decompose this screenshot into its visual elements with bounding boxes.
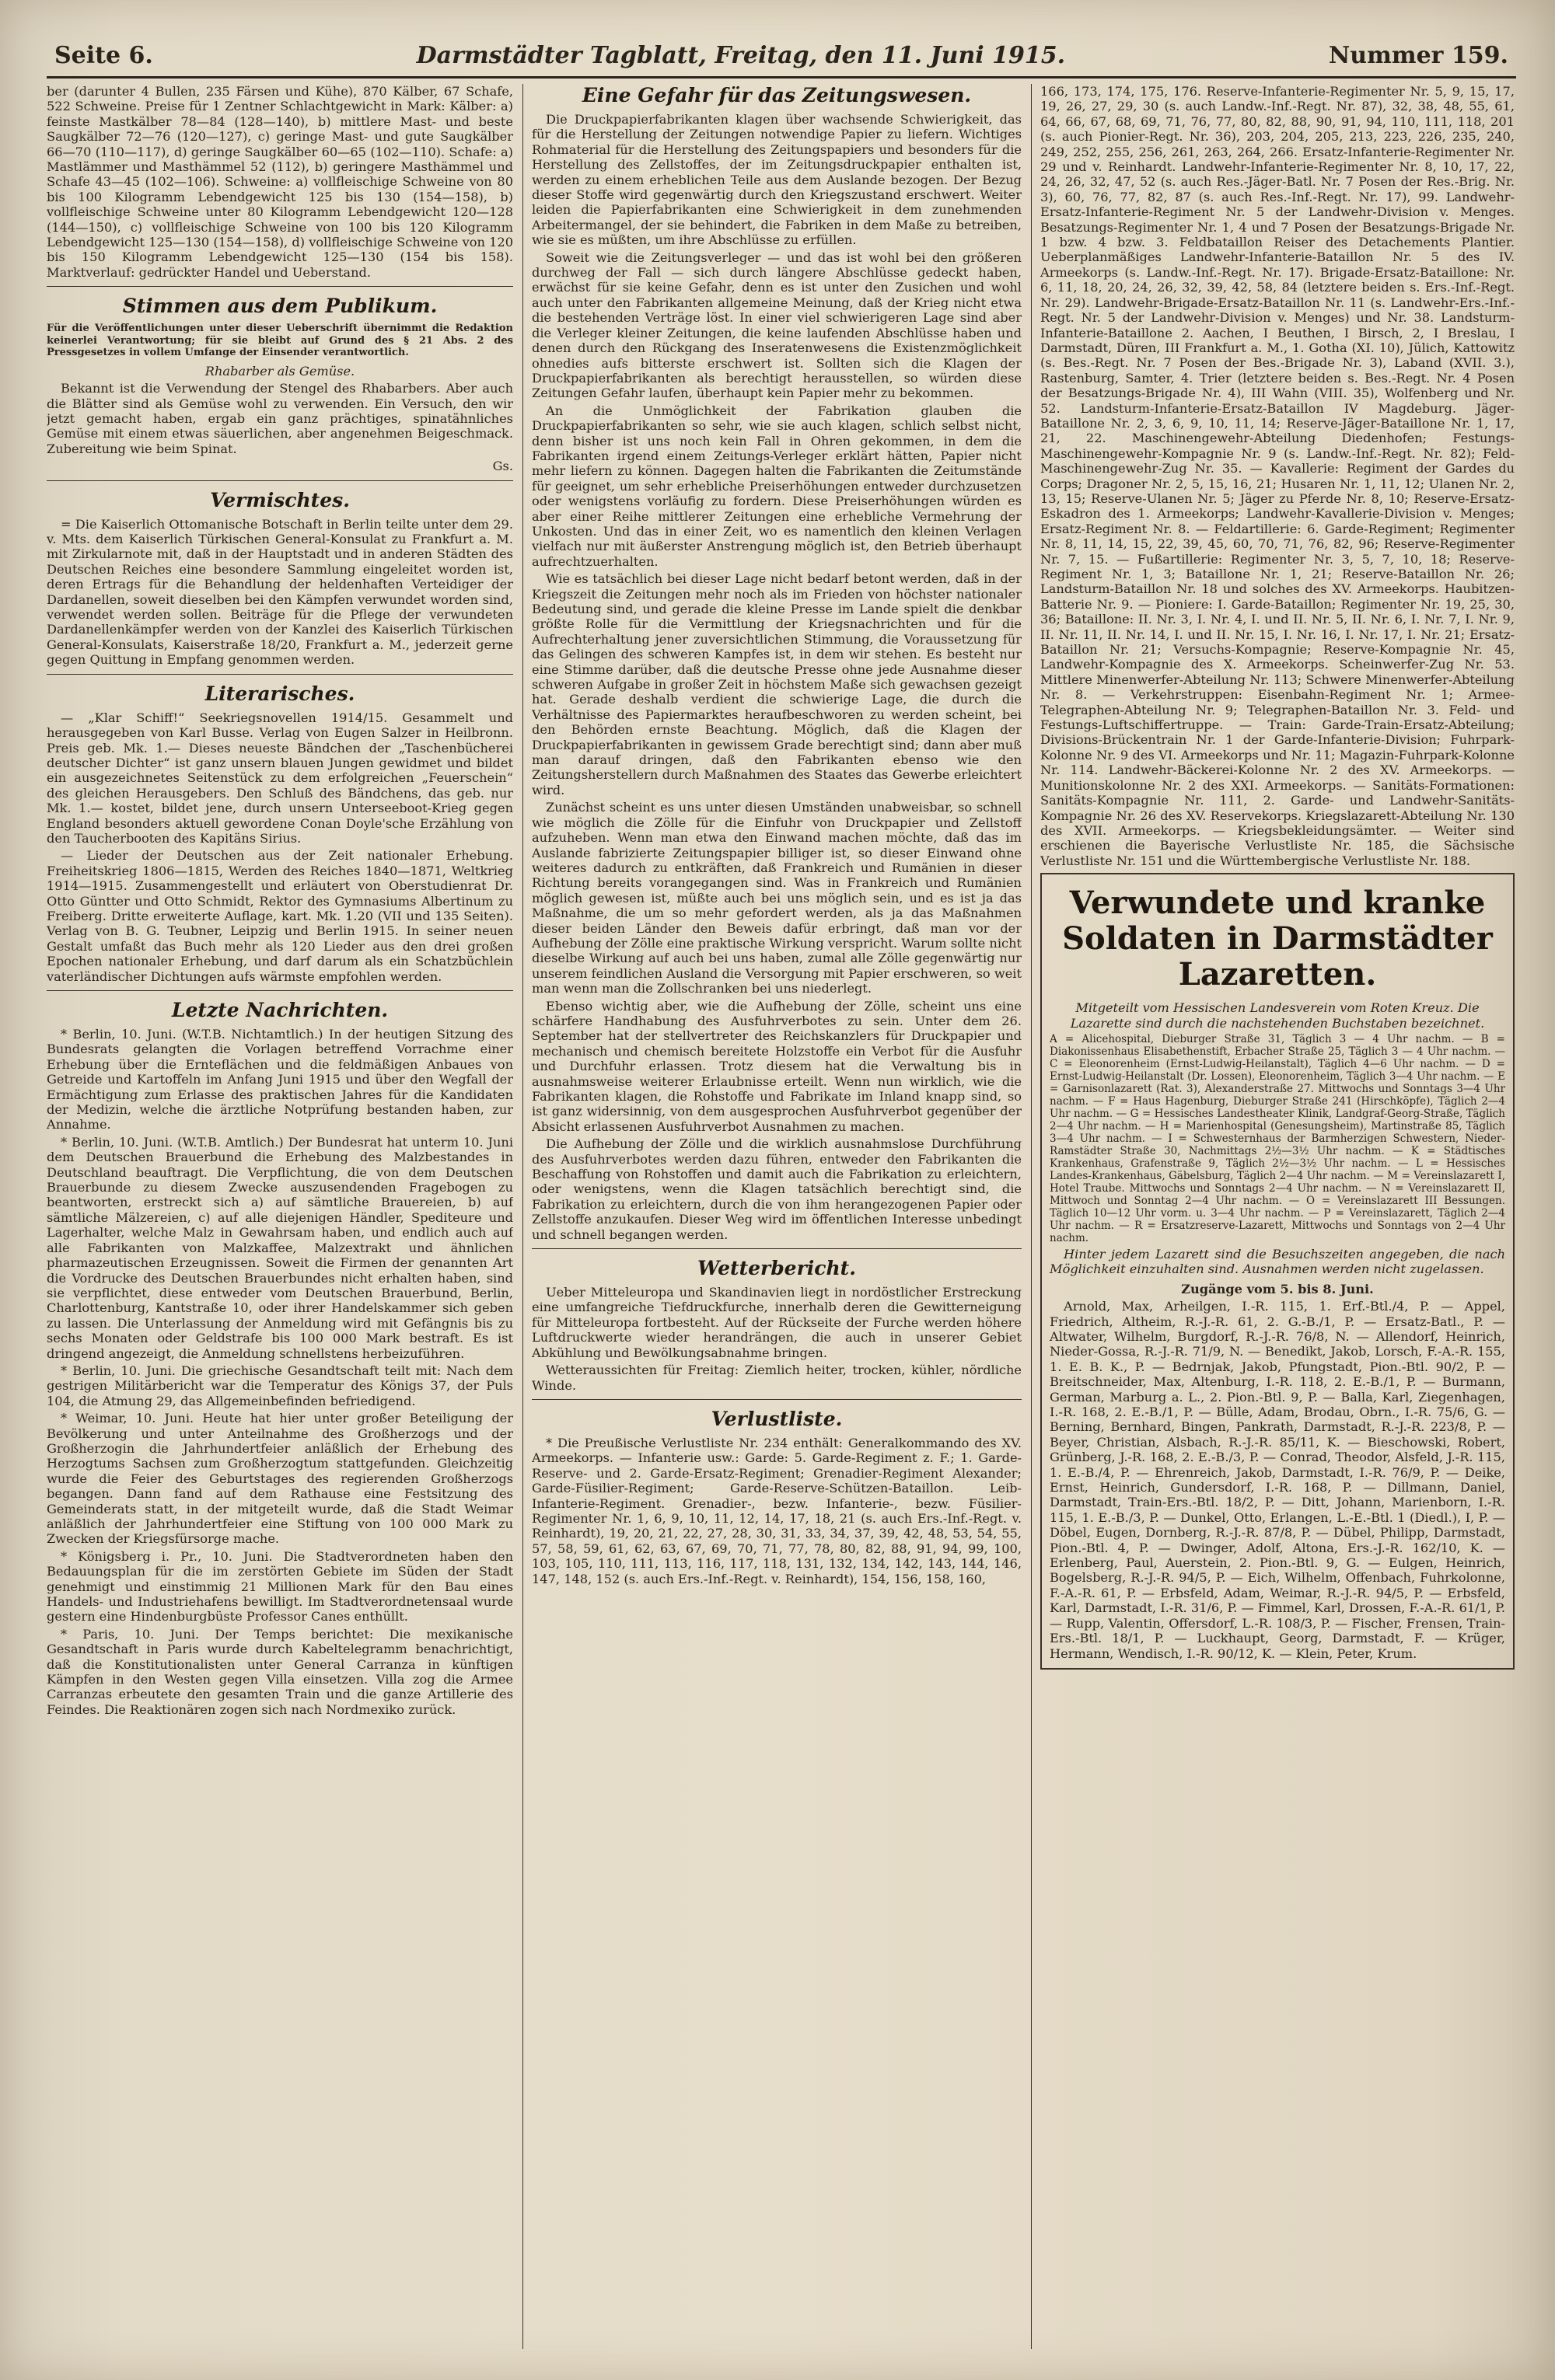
article-signature: Gs. bbox=[492, 459, 513, 474]
section-title-verwundete: Verwundete und kranke Soldaten in Darmstädter Lazaretten. bbox=[1062, 885, 1493, 993]
news-item: * Berlin, 10. Juni. (W.T.B. Nichtamtlich.) In der heutigen Sitzung des Bundesrats gelangten die Vorlagen betreffend Vorrachme einer Erhebung über die Ernteflächen und die feldmäßigen Anbaues von Getreide und Kartoffeln im Anfang Juni 1915 und über den Wegfall der Ermächtigung zum Erlasse des praktischen Jahres für die Kandidaten der Medizin, welche die ärztliche Notprüfung bestanden haben, zur Annahme. bbox=[47, 1027, 513, 1132]
running-header bbox=[54, 37, 1508, 73]
book-review: — Lieder der Deutschen aus der Zeit nationaler Erhebung. Freiheitskrieg 1806—1815, Werden des Reiches 1840—1871, Weltkrieg 1914—1915. Zusammengestellt und erläutert von Oberstudienrat Dr. Otto Güntter und Otto Schmidt, Rektor des Gymnasiums Albertinum zu Freiberg. Dritte erweiterte Auflage, kart. Mk. 1.20 (VII und 135 Seiten). Verlag von B. G. Teubner, Leipzig und Berlin 1915. In seiner neuen Gestalt umfaßt das Buch mehr als 120 Lieder aus den drei großen Epochen nationaler Erhebung, und darf darum als ein Schatzbüchlein vaterländischer Dichtungen aufs wärmste empfohlen werden. bbox=[47, 848, 513, 984]
section-title-literarisches: Literarisches. bbox=[204, 682, 355, 705]
casualty-list-continued: 166, 173, 174, 175, 176. Reserve-Infanterie-Regimenter Nr. 5, 9, 15, 17, 19, 26, 27, 29, 30 (s. auch Landw.-Inf.-Regt. Nr. 87), 32, 38, 48, 55, 61, 64, 66, 67, 68, 69, 71, 76, 77, 80, 82, 88, 90, 91, 94, 110, 111, 118, 201 (s. auch Pionier-Regt. Nr. 36), 203, 204, 205, 213, 223, 226, 235, 240, 249, 252, 255, 256, 261, 263, 264, 266. Ersatz-Infanterie-Regimenter Nr. 29 und v. Reinhardt. Landwehr-Infanterie-Regimenter Nr. 8, 10, 17, 22, 24, 26, 32, 47, 52 (s. auch Res.-Jäger-Batl. Nr. 7 Posen der Res.-Brig. Nr. 3), 60, 76, 77, 82, 87 (s. auch Res.-Inf.-Regt. Nr. 17), 99. Landwehr-Ersatz-Infanterie-Regiment Nr. 5 der Landwehr-Division v. Menges. Besatzungs-Regimenter Nr. 1, 4 und 7 Posen der Besatzungs-Brigade Nr. 1 bzw. 4 bzw. 3. Feldbataillon Reiser des Detachements Plantier. Ueberplanmäßiges Landwehr-Infanterie-Bataillon Nr. 5 des IV. Armeekorps (s. Landw.-Inf.-Regt. Nr. 17). Brigade-Ersatz-Bataillone: Nr. 6, 11, 18, 20, 24, 26, 32, 39, 42, 58, 84 (letztere beiden s. Ers.-Inf.-Regt. Nr. 29). Landwehr-Brigade-Ersatz-Bataillon Nr. 11 (s. Landwehr-Ers.-Inf.-Regt. Nr. 5 der Landwehr-Division v. Menges) und Nr. 38. Landsturm-Infanterie-Bataillone 2. Aachen, I Beuthen, I Birsch, 2, I Breslau, I Darmstadt, Düren, III Frankfurt a. M., 1. Gotha (XI. 10), Jülich, Kattowitz (s. Bes.-Regt. Nr. 7 Posen der Bes.-Brigade Nr. 3), Laband (XVII. 3.), Rastenburg, Samter, 4. Trier (letztere beiden s. Bes.-Regt. Nr. 4 Posen der Besatzungs-Brigade Nr. 4), III Wahn (VIII. 35), Wolfenberg und Nr. 52. Landsturm-Infanterie-Ersatz-Bataillon IV Magdeburg. Jäger-Bataillone Nr. 2, 3, 6, 9, 10, 11, 14; Reserve-Jäger-Bataillone Nr. 1, 17, 21, 22. Maschinengewehr-Abteilung Diedenhofen; Festungs-Maschinengewehr-Kompagnie Nr. 9 (s. Landw.-Inf.-Regt. Nr. 82); Feld-Maschinengewehr-Zug Nr. 35. — Kavallerie: Regiment der Gardes du Corps; Dragoner Nr. 2, 5, 15, 16, 21; Husaren Nr. 1, 11, 12; Ulanen Nr. 2, 13, 15; Reserve-Ulanen Nr. 5; Jäger zu Pferde Nr. 8, 10; Reserve-Ersatz-Eskadron des 1. Armeekorps; Landwehr-Kavallerie-Division v. Menges; Ersatz-Regiment Nr. 8. — Feldartillerie: 6. Garde-Regiment; Regimenter Nr. 8, 11, 14, 15, 22, 39, 45, 60, 70, 71, 76, 82, 96; Reserve-Regimenter Nr. 7, 15. — Fußartillerie: Regimenter Nr. 3, 5, 7, 10, 18; Reserve-Regiment Nr. 1, 3; Bataillone Nr. 1, 21; Reserve-Bataillon Nr. 26; Landsturm-Bataillon Nr. 18 und solches des XV. Armeekorps. Haubitzen-Batterie Nr. 9. — Pioniere: I. Garde-Bataillon; Regimenter Nr. 19, 25, 30, 36; Bataillone: II. Nr. 3, I. Nr. 4, I. und II. Nr. 5, II. Nr. 6, I. Nr. 7, I. Nr. 9, II. Nr. 11, II. Nr. 14, I. und II. Nr. 15, I. Nr. 16, I. Nr. 17, I. Nr. 21; Ersatz-Bataillon Nr. 21; Versuchs-Kompagnie; Reserve-Kompagnie Nr. 45, Landwehr-Kompagnie des X. Armeekorps. Scheinwerfer-Zug Nr. 53. Mittlere Minenwerfer-Abteilung Nr. 113; Schwere Minenwerfer-Abteilung Nr. 8. — Verkehrstruppen: Eisenbahn-Regiment Nr. 1; Armee-Telegraphen-Abteilung Nr. 9; Telegraphen-Bataillon Nr. 3. Feld- und Festungs-Luftschiffertruppe. — Train: Garde-Train-Ersatz-Abteilung; Divisions-Brückentrain Nr. 1 der Garde-Infanterie-Division; Fuhrpark-Kolonne Nr. 9 des VI. Armeekorps und Nr. 11; Magazin-Fuhrpark-Kolonne Nr. 114. Landwehr-Bäckerei-Kolonne Nr. 2 des XV. Armeekorps. — Munitionskolonne Nr. 2 des XXI. Armeekorps. — Sanitäts-Formationen: Sanitäts-Kompagnie Nr. 111, 2. Garde- und Landwehr-Sanitäts-Kompagnie Nr. 26 des XV. Reservekorps. Kriegslazarett-Abteilung Nr. 130 des XVII. Armeekorps. — Kriegsbekleidungsämter. — Weiter sind erschienen die Bayerische Verlustliste Nr. 185, die Sächsische Verlustliste Nr. 151 und die Württembergische Verlustliste Nr. 188. bbox=[1040, 84, 1515, 868]
header-rule bbox=[47, 76, 1516, 79]
news-item: * Paris, 10. Juni. Der Temps berichtet: Die mexikanische Gesandtschaft in Paris wurde durch Kabeltelegramm benachrichtigt, daß die Konstitutionalisten unter General Carranza in künftigen Kämpfen in den Westen gegen Villa einsetzen. Villa zog die Armee Carranzas erbeutete den gesamten Train und die ganze Artillerie des Feindes. Die Reaktionären zogen sich nach Nordmexiko zurück. bbox=[47, 1626, 513, 1717]
issue-number: Nummer 159. bbox=[1328, 41, 1508, 69]
article-paragraph: Zunächst scheint es uns unter diesen Umständen unabweisbar, so schnell wie möglich die Zölle für die Einfuhr von Druckpapier und Zellstoff aufzuheben. Wenn man etwa den Einwand machen möchte, daß das im Auslande fabrizierte Zeitungspapier billiger ist, so dieser Einwand ohne weiteres dadurch zu entkräften, daß Frankreich und Rumänien in dieser Richtung bereits vorangegangen sind. Was in Frankreich und Rumänien möglich gewesen ist, müßte auch bei uns möglich sein, und es ist ja das Maßnahme, die um so mehr gefordert werden, als ja das Maßnahmen dieser beiden Länder den Beweis dafür erbringt, daß man vor der Aufhebung der Zölle eine praktische Wirkung verspricht. Warum sollte nicht dieselbe Wirkung auf auch bei uns haben, zumal alle Zölle gegenwärtig nur unserem feindlichen Ausland die Versorgung mit Papier erschweren, so weit man wenn man die Zollschranken bei uns niederlegt. bbox=[532, 800, 1022, 996]
section-title-stimmen: Stimmen aus dem Publikum. bbox=[122, 295, 438, 318]
hospital-legend: A = Alicehospital, Dieburger Straße 31, Täglich 3 — 4 Uhr nachm. — B = Diakonissenhaus Elisabethenstift, Erbacher Straße 25, Täglich 3 — 4 Uhr nachm. — C = Eleonorenheim (Ernst-Ludwig-Heilanstalt), Täglich 4—6 Uhr nachm. — D = Ernst-Ludwig-Heilanstalt (Dr. Lossen), Eleonorenheim, Täglich 3—4 Uhr nachm. — E = Garnisonlazarett (Rat. 3), Alexanderstraße 27. Mittwochs und Sonntags 3—4 Uhr nachm. — F = Haus Hagenburg, Dieburger Straße 241 (Hirschköpfe), Täglich 2—4 Uhr nachm. — G = Hessisches Landestheater Klinik, Landgraf-Georg-Straße, Täglich 2—4 Uhr nachm. — H = Marienhospital (Genesungsheim), Martinstraße 85, Täglich 3—4 Uhr nachm. — I = Schwesternhaus der Barmherzigen Schwestern, Nieder-Ramstädter Straße 30, Nachmittags 2½—3½ Uhr nachm. — K = Städtisches Krankenhaus, Grafenstraße 9, Täglich 2½—3½ Uhr nachm. — L = Hessisches Landes-Krankenhaus, Gäbelsburg, Täglich 2—4 Uhr nachm. — M = Vereinslazarett I, Hotel Traube. Mittwochs und Sonntags 2—4 Uhr nachm. — N = Vereinslazarett II, Mittwoch und Sonntag 2—4 Uhr nachm. — O = Vereinslazarett III Bessungen. Täglich 10—12 Uhr vorm. u. 3—4 Uhr nachm. — P = Vereinslazarett, Täglich 2—4 Uhr nachm. — R = Ersatzreserve-Lazarett, Mittwochs und Sonntags von 2—4 Uhr nachm. bbox=[1050, 1032, 1505, 1244]
section-title-gefahr: Eine Gefahr für das Zeitungswesen. bbox=[582, 84, 972, 106]
article-rhabarber: Bekannt ist die Verwendung der Stengel des Rhabarbers. Aber auch die Blätter sind als Gemüse wohl zu verwenden. Ein Versuch, den wir jetzt gemacht haben, ergab ein ganz prächtiges, spinatähnliches Gemüse mit einem etwas säuerlichen, aber angenehmen Beigeschmack. Zubereitung wie beim Spinat. bbox=[47, 381, 513, 456]
news-item: * Weimar, 10. Juni. Heute hat hier unter großer Beteiligung der Bevölkerung und unter Anteilnahme des Großherzogs und der Großherzogin die Jahrhundertfeier anläßlich der Erhebung des Herzogtums Sachsen zum Großherzogtum stattgefunden. Gleichzeitig wurde die Feier des Geburtstages des regierenden Großherzogs begangen. Dann fand auf dem Rathause eine Festsitzung des Gemeinderats statt, in der mitgeteilt wurde, daß die Stadt Weimar anläßlich der Jahrhundertfeier eine Stiftung von 100 000 Mark zu Zwecken der Kriegsfürsorge mache. bbox=[47, 1411, 513, 1547]
column-right bbox=[1040, 84, 1515, 2349]
column-divider bbox=[1031, 84, 1032, 2349]
section-rule bbox=[47, 480, 513, 481]
editorial-disclaimer: Für die Veröffentlichungen unter dieser Ueberschrift übernimmt die Redaktion keinerlei Verantwortung; für sie bleibt auf Grund des § 21 Abs. 2 des Pressgesetzes in vollem Umfange der Einsender verantwortlich. bbox=[47, 323, 513, 359]
news-item: * Berlin, 10. Juni. Die griechische Gesandtschaft teilt mit: Nach dem gestrigen Militärbericht war die Temperatur des Königs 37, der Puls 104, die Atmung 29, das Allgemeinbefinden befriedigend. bbox=[47, 1363, 513, 1408]
section-rule bbox=[47, 286, 513, 287]
article-paragraph: An die Unmöglichkeit der Fabrikation glauben die Druckpapierfabrikanten so sehr, wie sie auch klagen, schlich selbst nicht, denn bisher ist uns noch kein Fall in Ohren gekommen, in dem die Fabrikanten irgend einem Zeitungs-Verleger erklärt hätten, Papier nicht mehr liefern zu können. Dagegen halten die Fabrikanten die Zeitumstände für geeignet, um sehr erhebliche Preiserhöhungen entweder durchzusetzen oder wenigstens vorläufig zu fordern. Diese Preiserhöhungen würden es aber einer Reihe mittlerer Zeitungen eine erhebliche Vermehrung der Unkosten. Und das in einer Zeit, wo es namentlich den kleinen Verlagen vielfach nur mit äußerster Anstrengung möglich ist, den Betrieb überhaupt aufrechtzuerhalten. bbox=[532, 403, 1022, 569]
section-rule bbox=[47, 990, 513, 991]
article-vermischtes: = Die Kaiserlich Ottomanische Botschaft in Berlin teilte unter dem 29. v. Mts. dem Kaiserlich Türkischen General-Konsulat zu Frankfurt a. M. mit Zirkularnote mit, daß in der Hauptstadt und in anderen Städten des Deutschen Reiches eine besondere Sammlung eingeleitet worden ist, deren Ertrags für die Behandlung der heldenhaften Verteidiger der Dardanellen, soweit dieselben bei den Kämpfen verwundet worden sind, verwendet werden sollen. Beiträge für die Pflege der verwundeten Dardanellenkämpfer werden von der Kanzlei des Kaiserlich Türkischen General-Konsulats, Kaiserstraße 18/20, Frankfurt a. M., jederzeit gerne gegen Quittung in Empfang genommen werden. bbox=[47, 516, 513, 668]
column-middle bbox=[532, 84, 1022, 2349]
article-paragraph: Ebenso wichtig aber, wie die Aufhebung der Zölle, scheint uns eine schärfere Handhabung des Ausfuhrverbotes zu sein. Unter dem 26. September hat der stellvertreter des Reichskanzlers für Druckpapier und mechanisch und chemisch bereitete Holzstoffe ein Verbot für die Ausfuhr und Durchfuhr erlassen. Trotz diesem hat die Verwaltung bis in ausnahmsweise weiterer Erlaubnisse erteilt. Wenn nun wirklich, wie die Fabrikanten klagen, die Rohstoffe und Fabrikate im Inland knapp sind, so ist ganz widersinnig, von dem ausgesprochen Ausfuhrverbot gegenüber der Absicht erlassenen Ausfuhrverbot Ausnahmen zu machen. bbox=[532, 998, 1022, 1134]
section-rule bbox=[532, 1248, 1022, 1249]
wounded-intro: Mitgeteilt vom Hessischen Landesverein vom Roten Kreuz. Die Lazarette sind durch die nachstehenden Buchstaben bezeichnet. bbox=[1070, 1000, 1485, 1031]
section-title-wetterbericht: Wetterbericht. bbox=[697, 1257, 856, 1280]
news-item: * Königsberg i. Pr., 10. Juni. Die Stadtverordneten haben den Bedauungsplan für die im zerstörten Gebiete im Süden der Stadt genehmigt und einstimmig 21 Millionen Mark für den Bau eines Handels- und Industriehafens bewilligt. Im Stadtverordnetensaal wurde gestern eine Hindenburgbüste Professor Canes enthüllt. bbox=[47, 1548, 513, 1624]
visiting-hours-note: Hinter jedem Lazarett sind die Besuchszeiten angegeben, die nach Möglichkeit einzuhalten sind. Ausnahmen werden nicht zugelassen. bbox=[1050, 1246, 1505, 1277]
casualty-list: * Die Preußische Verlustliste Nr. 234 enthält: Generalkommando des XV. Armeekorps. — Infanterie usw.: Garde: 5. Garde-Regiment z. F.; 1. Garde-Reserve- und 2. Garde-Ersatz-Regiment; Grenadier-Regiment Alexander; Garde-Füsilier-Regiment; Garde-Reserve-Schützen-Bataillon. Leib-Infanterie-Regiment. Grenadier-, bezw. Infanterie-, bezw. Füsilier-Regimenter Nr. 1, 6, 9, 10, 11, 12, 14, 17, 18, 21 (s. auch Ers.-Inf.-Regt. v. Reinhardt), 19, 20, 21, 22, 27, 28, 30, 31, 33, 34, 37, 39, 42, 48, 53, 54, 55, 57, 58, 59, 61, 62, 63, 67, 69, 70, 71, 77, 78, 80, 82, 88, 91, 94, 99, 100, 103, 105, 110, 111, 113, 116, 117, 118, 131, 132, 134, 142, 143, 144, 146, 147, 148, 152 (s. auch Ers.-Inf.-Regt. v. Reinhardt), 154, 156, 158, 160, bbox=[532, 1435, 1022, 1586]
weather-forecast: Wetteraussichten für Freitag: Ziemlich heiter, trocken, kühler, nördliche Winde. bbox=[532, 1363, 1022, 1393]
arrivals-list: Arnold, Max, Arheilgen, I.-R. 115, 1. Erf.-Btl./4, P. — Appel, Friedrich, Altheim, R.-J.-R. 61, 2. G.-B./1, P. — Ersatz-Batl., P. — Altwater, Wilhelm, Burgdorf, R.-J.-R. 76/8, N. — Allendorf, Heinrich, Nieder-Gossa, R.-J.-R. 71/9, N. — Benedikt, Jakob, Lorsch, F.-A.-R. 155, 1. E. B. K., P. — Bedrnjak, Jakob, Pfungstadt, Pion.-Btl. 90/2, P. — Breitschneider, Max, Altenburg, I.-R. 118, 2. E.-B./1, P. — Burmann, German, Marburg a. L., 2. Pion.-Btl. 9, P. — Balla, Karl, Ziegenhagen, I.-R. 168, 2. E.-B./1, P. — Bülle, Adam, Brodau, Obrn., I.-R. 75/6, G. — Berning, Bernhard, Bingen, Pankrath, Darmstadt, R.-J.-R. 223/8, P. — Beyer, Christian, Alsbach, R.-J.-R. 85/11, K. — Bieschowski, Robert, Grünberg, J.-R. 168, 2. E.-B./3, P. — Conrad, Theodor, Alsfeld, J.-R. 115, 1. E.-B./4, P. — Ehrenreich, Jakob, Darmstadt, I.-R. 76/9, P. — Deike, Ernst, Heinrich, Gundersdorf, I.-R. 168, P. — Dillmann, Daniel, Darmstadt, Train-Ers.-Btl. 18/2, P. — Ditt, Johann, Marienborn, I.-R. 115, 1. E.-B./3, P. — Dunkel, Otto, Erlangen, L.-E.-Btl. 1 (Diedl.), I, P. — Döbel, Eugen, Dornberg, R.-J.-R. 87/8, P. — Dübel, Philipp, Darmstadt, Pion.-Btl. 4, P. — Dwinger, Adolf, Altona, Ers.-J.-R. 162/10, K. — Erlenberg, Paul, Auerstein, 2. Pion.-Btl. 9, G. — Eulgen, Heinrich, Bogelsberg, R.-J.-R. 94/5, P. — Eich, Wilhelm, Offenbach, Fuhrkolonne, F.-A.-R. 61, P. — Erbsfeld, Adam, Weimar, R.-J.-R. 94/5, P. — Erbsfeld, Karl, Darmstadt, I.-R. 31/6, P. — Fimmel, Karl, Drossen, F.-A.-R. 61/1, P. — Rupp, Valentin, Offersdorf, L.-R. 108/3, P. — Fischer, Frensen, Train-Ers.-Btl. 18/1, P. — Luckhaupt, Georg, Darmstadt, F. — Krüger, Hermann, Wendisch, I.-R. 90/12, K. — Klein, Peter, Krum. bbox=[1050, 1299, 1505, 1661]
article-paragraph: Wie es tatsächlich bei dieser Lage nicht bedarf betont werden, daß in der Kriegszeit die Zeitungen mehr noch als im Frieden von höchster nationaler Bedeutung sind, und gerade die kleine Presse im Lande spielt die denkbar größte Rolle für die Vermittlung der Kriegsnachrichten und für die Aufrechterhaltung jener zuversichtlichen Stimmung, die Voraussetzung für das Gelingen des schweren Kampfes ist, in dem wir stehen. Es besteht nur eine Stimme darüber, daß die deutsche Presse ohne jede Ausnahme dieser schweren Aufgabe in großer Zeit in höchstem Maße sich gewachsen gezeigt hat. Gerade deshalb verdient die schwierige Lage, die durch die Verhältnisse des Papiermarktes heraufbeschworen zu werden scheint, bei den Behörden ernste Beachtung. Möglich, daß die Klagen der Druckpapierfabrikanten in gewissem Grade berechtigt sind; dann aber muß man darauf dringen, daß den Fabrikanten ebenso wie den Zeitungsherstellern durch Maßnahmen des Staates das Gewerbe erleichtert wird. bbox=[532, 571, 1022, 797]
arrivals-title: Zugänge vom 5. bis 8. Juni. bbox=[1181, 1281, 1374, 1296]
column-left bbox=[47, 84, 513, 2349]
page-number: Seite 6. bbox=[54, 41, 153, 69]
market-report: ber (darunter 4 Bullen, 235 Färsen und Kühe), 870 Kälber, 67 Schafe, 522 Schweine. Preise für 1 Zentner Schlachtgewicht in Mark: Kälber: a) feinste Mastkälber 78—84 (128—140), b) mittlere Mast- und beste Saugkälber 72—76 (120—127), c) geringe Mast- und gute Saugkälber 66—70 (110—117), d) geringe Saugkälber 60—65 (102—110). Schafe: a) Mastlämmer und Masthämmel 52 (112), b) geringere Masthämmel und Schafe 43—45 (102—106). Schweine: a) vollfleischige Schweine von 80 bis 100 Kilogramm Lebendgewicht 125 bis 130 (154—158), b) vollfleischige Schweine unter 80 Kilogramm Lebendgewicht 120—128 (144—150), c) vollfleischige Schweine von 100 bis 120 Kilogramm Lebendgewicht 125—130 (154—158), d) vollfleischige Schweine von 120 bis 150 Kilogramm Lebendgewicht 125—130 (154 bis 158). Marktverlauf: gedrückter Handel und Ueberstand. bbox=[47, 84, 513, 280]
section-title-letzte-nachrichten: Letzte Nachrichten. bbox=[171, 999, 389, 1021]
article-title-rhabarber: Rhabarber als Gemüse. bbox=[204, 363, 355, 379]
book-review: — „Klar Schiff!“ Seekriegsnovellen 1914/15. Gesammelt und herausgegeben von Karl Busse. Verlag von Eugen Salzer in Heilbronn. Preis geb. Mk. 1.— Dieses neueste Bändchen der „Taschenbücherei deutscher Dichter“ ist ganz unsern blauen Jungen gewidmet und bildet ein ausgezeichnetes Seitenstück zu dem erfolgreichen „Feuerschein“ des gleichen Herausgebers. Den Schluß des Bändchens, das geb. nur Mk. 1.— kostet, bildet jene, durch unsern Unterseeboot-Krieg gegen England besonders aktuell gewordene Conan Doyle'sche Erzählung von den Taucherbooten des Kapitäns Sirius. bbox=[47, 710, 513, 846]
section-rule bbox=[532, 1399, 1022, 1400]
article-paragraph: Soweit wie die Zeitungsverleger — und das ist wohl bei den größeren durchweg der Fall — sich durch längere Abschlüsse gedeckt haben, erwächst für sie keine Gefahr, denn es ist unter den Zusichen und wohl auch unter den Fabrikanten allgemeine Meinung, daß der Krieg nicht etwa die bestehenden Verträge löst. In einer viel schwierigeren Lage sind aber die Verleger kleiner Zeitungen, die keine laufenden Abschlüsse haben und denen durch den Rückgang des Inseratenwesens die Existenzmöglichkeit ohnedies aufs bitterste erschwert ist. Sollten sich die Klagen der Druckpapierfabrikanten als berechtigt herausstellen, so würden diese Zeitungen Gefahr laufen, überhaupt kein Papier mehr zu bekommen. bbox=[532, 250, 1022, 401]
section-title-vermischtes: Vermischtes. bbox=[210, 488, 350, 511]
wounded-soldiers-box bbox=[1040, 873, 1515, 1670]
article-paragraph: Die Aufhebung der Zölle und die wirklich ausnahmslose Durchführung des Ausfuhrverbotes werden dazu führen, entweder den Fabrikanten die Beschaffung von Rohstoffen und damit auch die Fabrikation zu erleichtern, oder wenigstens, wenn die Klagen tatsächlich berechtigt sind, die Fabrikation zu erleichtern, durch die von ihm herangezogenen Papier oder Zellstoffe anzukaufen. Dieser Weg wird im öffentlichen Interesse unbedingt und schnell begangen werden. bbox=[532, 1136, 1022, 1242]
section-title-verlustliste: Verlustliste. bbox=[711, 1407, 843, 1430]
weather-report: Ueber Mitteleuropa und Skandinavien liegt in nordöstlicher Erstreckung eine umfangreiche Tiefdruckfurche, innerhalb deren die Gewitterneigung für Mitteleuropa fortbesteht. Auf der Rückseite der Furche werden höhere Luftdruckwerte wieder herandrängen, die auch in unserer Gebiet Abkühlung und Bewölkungsabnahme bringen. bbox=[532, 1285, 1022, 1360]
masthead-date: Darmstädter Tagblatt, Freitag, den 11. Juni 1915. bbox=[416, 41, 1066, 69]
column-divider bbox=[522, 84, 523, 2349]
section-rule bbox=[47, 674, 513, 675]
article-paragraph: Die Druckpapierfabrikanten klagen über wachsende Schwierigkeit, das für die Herstellung der Zeitungen notwendige Papier zu liefern. Wichtiges Rohmaterial für die Herstellung des Zeitungspapiers und besonders für die Herstellung des Zellstoffes, der im Zeitungsdruckpapier enthalten ist, werden zu einem erheblichen Teile aus dem Auslande bezogen. Der Bezug dieser Stoffe wird gegenwärtig durch den Kriegszustand erschwert. Weiter leiden die Papierfabrikanten eine Schwierigkeit in dem zunehmenden Arbeitermangel, der sie behindert, die Fabriken in dem Maße zu betreiben, wie sie es müßten, um ihre Abschlüsse zu erfüllen. bbox=[532, 112, 1022, 248]
news-item: * Berlin, 10. Juni. (W.T.B. Amtlich.) Der Bundesrat hat unterm 10. Juni dem Deutschen Brauerbund die Erhebung des Malzbestandes in Deutschland beauftragt. Die Verpflichtung, die von dem Deutschen Brauerbunde zu diesem Zwecke auszusendenden Fragebogen zu beantworten, erstreckt sich a) auf sämtliche Brauereien, b) auf sämtliche Mälzereien, c) auf alle diejenigen Händler, Spediteure und Lagerhalter, welche Malz in Gewahrsam haben, und endlich auch auf alle Fabrikanten von Malzkaffee, Malzextrakt und ähnlichen pharmazeutischen Erzeugnissen. Soweit die Firmen der genannten Art die Vordrucke des Deutschen Brauerbundes nicht erhalten haben, sind sie verpflichtet, diese entweder vom Deutschen Brauerbund, Berlin, Charlottenburg, Kantstraße 10, oder ihrer Handelskammer sich geben zu lassen. Die Unterlassung der Anmeldung wird mit Gefängnis bis zu sechs Monaten oder Geldstrafe bis 100 000 Mark bestraft. Es ist dringend angezeigt, die Anmeldung schnellstens herbeizuführen. bbox=[47, 1134, 513, 1361]
